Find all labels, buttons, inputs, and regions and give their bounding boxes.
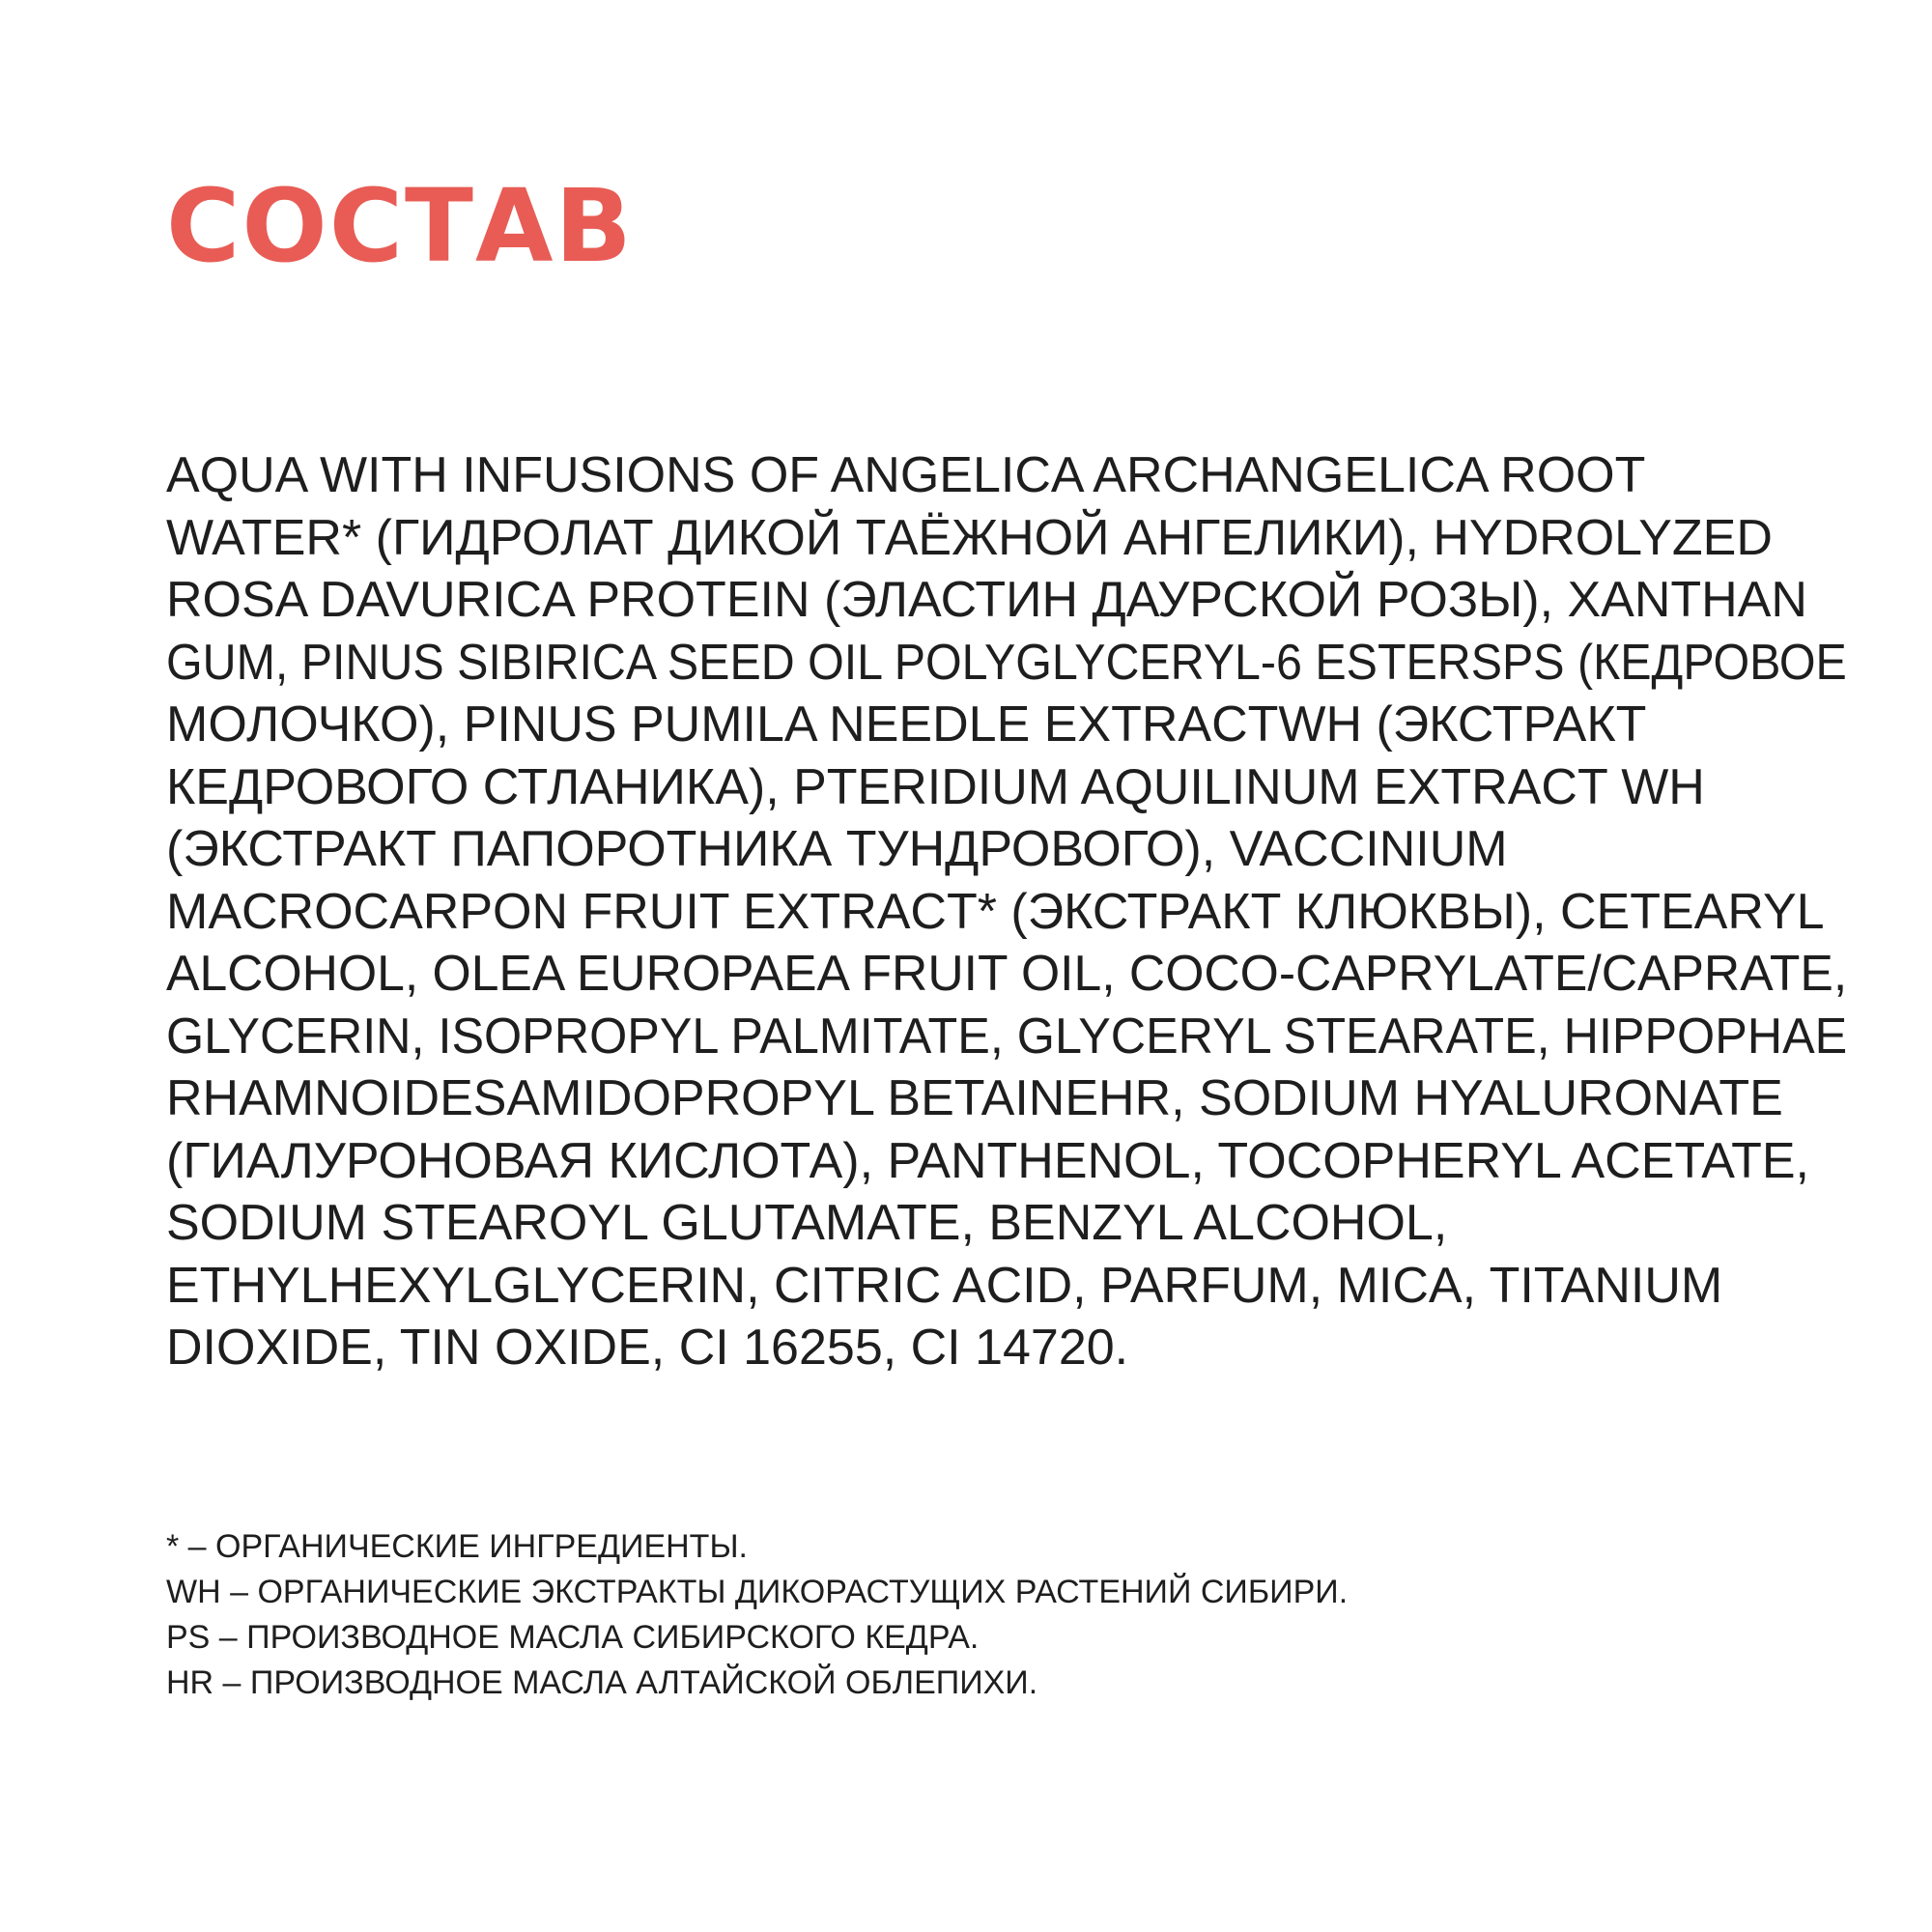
ingredients-line: GUM, PINUS SIBIRICA SEED OIL POLYGLYCERYL-6 ESTERSPS (КЕДРОВОЕ (166, 634, 1847, 691)
page-title: СОСТАВ (166, 167, 634, 285)
footnotes (166, 1524, 1847, 1706)
ingredients-line: ROSA DAVURICA PROTEIN (ЭЛАСТИН ДАУРСКОЙ РОЗЫ), XANTHAN (166, 572, 1807, 628)
ingredients-line: RHAMNOIDESAMIDOPROPYL BETAINEHR, SODIUM HYALURONATE (166, 1070, 1783, 1126)
ingredients-line: DIOXIDE, TIN OXIDE, CI 16255, CI 14720. (166, 1320, 1129, 1376)
ingredients-line: КЕДРОВОГО СТЛАНИКА), PTERIDIUM AQUILINUM EXTRACT WH (166, 758, 1705, 815)
ingredients-list (166, 444, 1847, 1379)
ingredients-line: SODIUM STEAROYL GLUTAMATE, BENZYL ALCOHOL, (166, 1195, 1448, 1251)
ingredients-line: (ЭКСТРАКТ ПАПОРОТНИКА ТУНДРОВОГО), VACCINIUM (166, 821, 1508, 877)
ingredients-line: ETHYLHEXYLGLYCERIN, CITRIC ACID, PARFUM, MICA, TITANIUM (166, 1257, 1723, 1314)
footnote-organic: * – ОРГАНИЧЕСКИЕ ИНГРЕДИЕНТЫ. (166, 1528, 748, 1565)
ingredients-line: МОЛОЧКО), PINUS PUMILA NEEDLE EXTRACTWH (ЭКСТРАКТ (166, 696, 1647, 753)
ingredients-line: GLYCERIN, ISOPROPYL PALMITATE, GLYCERYL STEARATE, HIPPOPHAE (166, 1008, 1848, 1065)
ingredients-line: (ГИАЛУРОНОВАЯ КИСЛОТА), PANTHENOL, TOCOPHERYL ACETATE, (166, 1132, 1809, 1189)
footnote-ps: PS – ПРОИЗВОДНОЕ МАСЛА СИБИРСКОГО КЕДРА. (166, 1619, 980, 1656)
footnote-wh: WH – ОРГАНИЧЕСКИЕ ЭКСТРАКТЫ ДИКОРАСТУЩИХ РАСТЕНИЙ СИБИРИ. (166, 1574, 1349, 1610)
ingredients-line: ALCOHOL, OLEA EUROPAEA FRUIT OIL, COCO-CAPRYLATE/CAPRATE, (166, 946, 1848, 1002)
footnote-hr: HR – ПРОИЗВОДНОЕ МАСЛА АЛТАЙСКОЙ ОБЛЕПИХИ. (166, 1664, 1038, 1701)
ingredients-line: WATER* (ГИДРОЛАТ ДИКОЙ ТАЁЖНОЙ АНГЕЛИКИ), HYDROLYZED (166, 509, 1773, 566)
ingredients-line: AQUA WITH INFUSIONS OF ANGELICA ARCHANGELICA ROOT (166, 447, 1646, 503)
ingredients-line: MACROCARPON FRUIT EXTRACT* (ЭКСТРАКТ КЛЮКВЫ), CETEARYL (166, 883, 1825, 940)
